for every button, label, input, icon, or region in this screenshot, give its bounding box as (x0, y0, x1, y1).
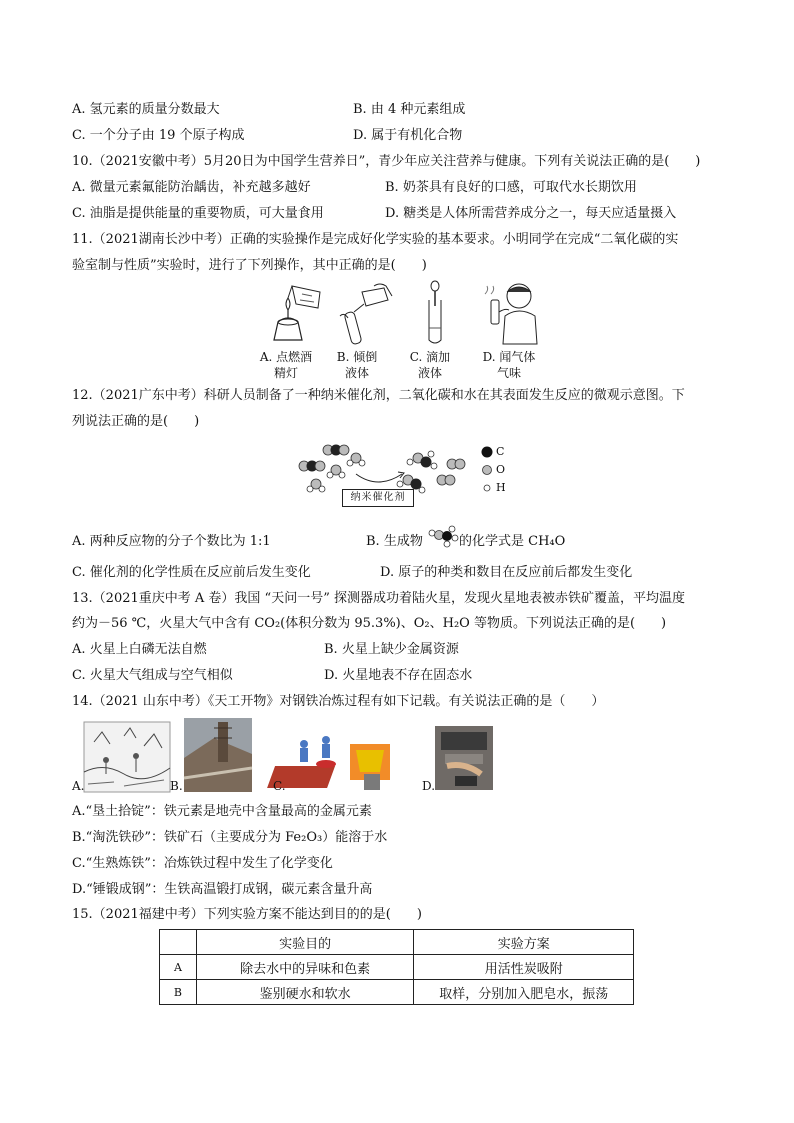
q11-caption-a2: 精灯 (273, 366, 298, 380)
q13-option-c: C. 火星大气组成与空气相似 (72, 668, 233, 683)
q14-option-c: C.“生熟炼铁”：冶炼铁过程中发生了化学变化 (72, 856, 333, 871)
q14-option-a: A.“垦土拾锭”：铁元素是地壳中含量最高的金属元素 (72, 804, 372, 819)
q9-option-c: C. 一个分子由 19 个原子构成 (72, 128, 245, 143)
q12-option-c: C. 催化剂的化学性质在反应前后发生变化 (72, 565, 311, 580)
q10-option-c: C. 油脂是提供能量的重要物质，可大量食用 (72, 206, 324, 221)
q11-stem-line1: 11.（2021湖南长沙中考）正确的实验操作是完成好化学实验的基本要求。小明同学在完成“二氧化碳的实 (72, 232, 679, 247)
smelting-illustration-c (286, 736, 406, 792)
q14-image-label-b: B. (170, 779, 183, 793)
q9-option-a: A. 氢元素的质量分数最大 (72, 102, 220, 117)
q12-option-a: A. 两种反应物的分子个数比为 1:1 (72, 534, 271, 549)
h2o-molecule (347, 453, 365, 466)
q11-caption-b2: 液体 (344, 366, 369, 380)
q13-stem-line2: 约为－56 ℃，火星大气中含有 CO₂(体积分数为 95.3%)、O₂、H₂O 等物质。下列说法正确的是( ) (72, 616, 667, 631)
q9-option-b: B. 由 4 种元素组成 (353, 102, 466, 117)
methanol-molecule (407, 451, 437, 469)
q10-option-d: D. 糖类是人体所需营养成分之一，每天应适量摄入 (385, 206, 677, 221)
legend-carbon-icon (481, 446, 493, 458)
co2-molecule (299, 461, 325, 472)
table-cell: 鉴别硬水和软水 (196, 980, 414, 1005)
q10-option-a: A. 微量元素氟能防治龋齿，补充越多越好 (72, 180, 311, 195)
methanol-molecule-icon (428, 526, 460, 548)
q10-stem: 10.（2021安徽中考）5月20日为中国学生营养日”，青少年应关注营养与健康。下列有关说法正确的是( ) (72, 154, 701, 169)
table-header-row (160, 930, 634, 955)
q14-image-label-c: C. (273, 779, 286, 793)
table-cell: A (160, 955, 197, 980)
h2o-molecule (327, 465, 345, 478)
table-header-cell (160, 930, 197, 955)
q11-caption-c1: C. 滴加 (409, 350, 451, 364)
ancient-illustration-a (84, 722, 170, 792)
o2-molecule (447, 459, 465, 469)
q14-option-b: B.“淘洗铁砂”：铁矿石（主要成分为 Fe₂O₃）能溶于水 (72, 830, 388, 845)
q12-option-d: D. 原子的种类和数目在反应前后都发生变化 (380, 565, 633, 580)
q11-caption-d1: D. 闻气体 (482, 350, 536, 364)
table-cell: B (160, 980, 197, 1005)
q11-caption-d2: 气味 (496, 366, 521, 380)
q13-option-d: D. 火星地表不存在固态水 (324, 668, 473, 683)
table-cell: 除去水中的异味和色素 (196, 955, 414, 980)
q12-stem-line1: 12.（2021广东中考）科研人员制备了一种纳米催化剂，二氧化碳和水在其表面发生反应的微观示意图。下 (72, 388, 685, 403)
legend-carbon-label: C (496, 445, 505, 458)
q15-stem: 15.（2021福建中考）下列实验方案不能达到目的的是( ) (72, 907, 422, 922)
legend-hydrogen-icon (483, 484, 491, 492)
q12-option-b-pre: B. 生成物 (366, 534, 423, 549)
legend-oxygen-label: O (496, 463, 506, 476)
table-header-cell: 实验方案 (414, 930, 634, 955)
table-cell: 取样，分别加入肥皂水，振荡 (414, 980, 634, 1005)
q9-option-d: D. 属于有机化合物 (353, 128, 463, 143)
table-row (160, 980, 634, 1005)
q11-stem-line2: 验室制与性质”实验时，进行了下列操作，其中正确的是( ) (72, 258, 427, 273)
co2-molecule (323, 445, 349, 456)
legend-hydrogen-label: H (496, 481, 506, 494)
q11-caption-c2: 液体 (417, 366, 442, 380)
q13-option-b: B. 火星上缺少金属资源 (324, 642, 459, 657)
table-row (160, 955, 634, 980)
o2-molecule (437, 475, 455, 485)
pour-liquid-illustration (334, 282, 398, 346)
q14-image-label-d: D. (422, 779, 436, 793)
furnace-photo-b (184, 718, 252, 792)
table-header-cell: 实验目的 (196, 930, 414, 955)
smell-gas-illustration (481, 280, 543, 346)
q12-option-b-post: 的化学式是 CH₄O (459, 534, 566, 549)
alcohol-lamp-illustration (262, 282, 328, 344)
catalyst-box: 纳米催化剂 (342, 489, 414, 507)
q11-caption-a1: A. 点燃酒 (259, 350, 313, 364)
q14-image-label-a: A. (72, 779, 85, 793)
q13-option-a: A. 火星上白磷无法自燃 (72, 642, 207, 657)
experiment-table (159, 929, 634, 1005)
q14-stem: 14.（2021 山东中考）《天工开物》对钢铁冶炼过程有如下记载。有关说法正确的是（ ） (72, 694, 605, 709)
legend-oxygen-icon (482, 465, 492, 475)
q13-stem-line1: 13.（2021重庆中考 A 卷）我国 “天问一号” 探测器成功着陆火星，发现火星地表被赤铁矿覆盖，平均温度 (72, 591, 685, 606)
q10-option-b: B. 奶茶具有良好的口感，可取代水长期饮用 (385, 180, 637, 195)
q14-option-d: D.“锤锻成钢”：生铁高温锻打成钢，碳元素含量升高 (72, 882, 373, 897)
q12-stem-line2: 列说法正确的是( ) (72, 414, 200, 429)
dropper-illustration (421, 280, 451, 346)
table-cell: 用活性炭吸附 (414, 955, 634, 980)
forging-photo-d (435, 726, 493, 790)
h2o-molecule (307, 479, 325, 492)
q11-caption-b1: B. 倾倒 (336, 350, 378, 364)
